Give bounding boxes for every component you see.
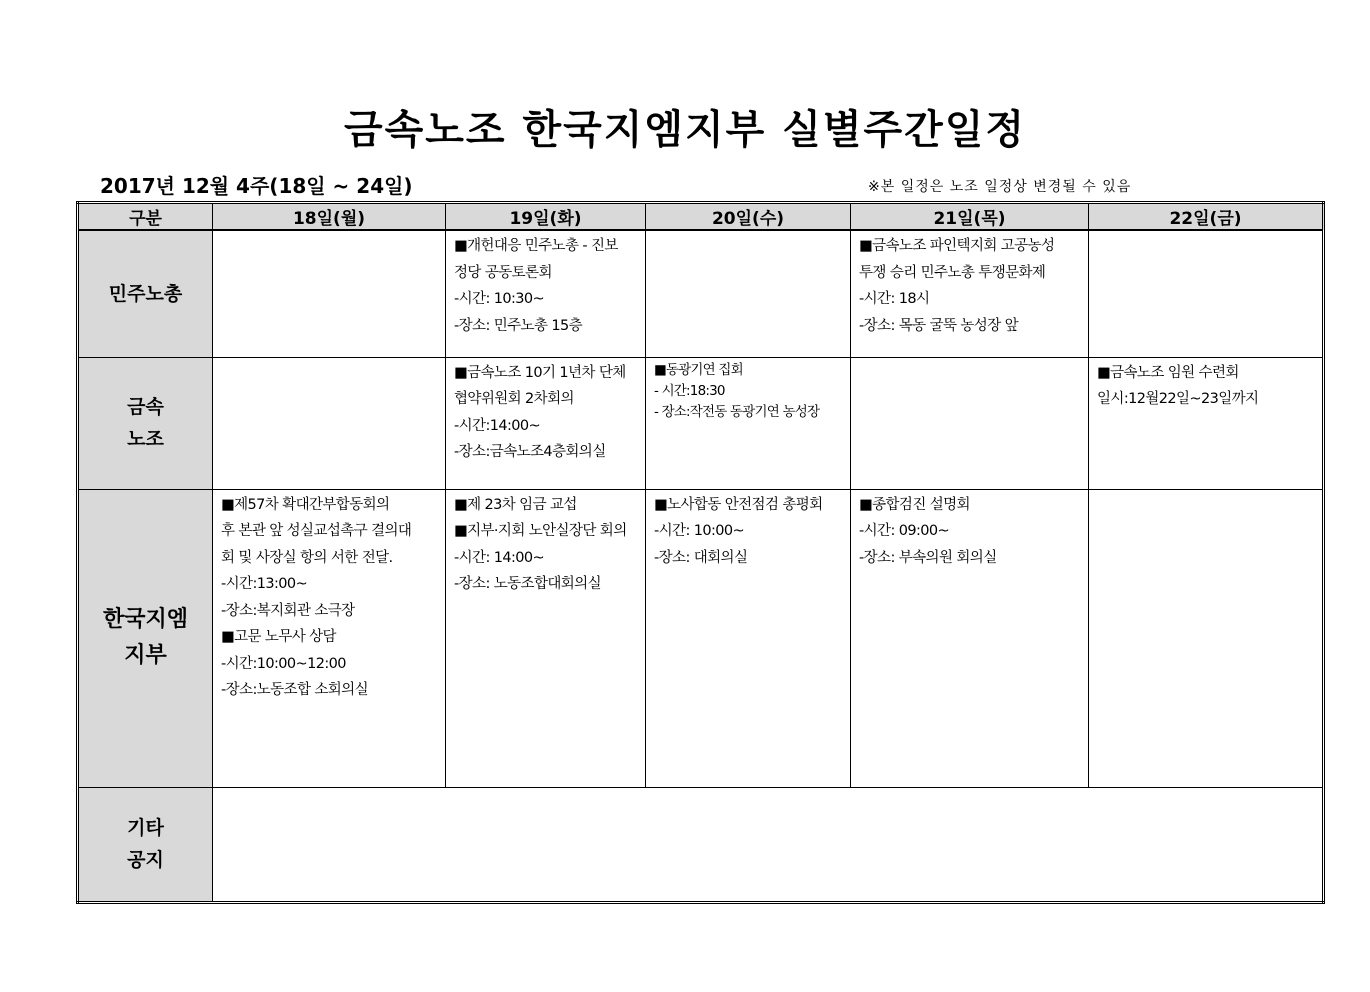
header-day-fri: 22일(금) [1089, 203, 1324, 231]
cell-kmwu-thu [851, 357, 1089, 489]
category-label: 민주노총 [108, 282, 183, 305]
row-kmwu [78, 357, 1324, 489]
header-category: 구분 [78, 203, 213, 231]
event-time: -시간: 18시 [859, 291, 930, 307]
event-line: ■동광기연 집회 [654, 361, 743, 378]
event-place: -장소:복지회관 소극장 [221, 602, 355, 619]
cell-gmk-mon [213, 489, 446, 787]
event-place: - 장소:작전동 동광기연 농성장 [654, 403, 820, 420]
event-place: -장소: 대회의실 [654, 549, 748, 566]
page-title: 금속노조 한국지엠지부 실별주간일정 [343, 107, 1027, 153]
header-row [78, 203, 1324, 231]
event-date: 일시:12월22일~23일까지 [1097, 391, 1259, 407]
category-gmk [78, 489, 213, 787]
cell-kmwu-mon [213, 357, 446, 489]
event-time: -시간:14:00~ [454, 417, 541, 434]
event-time: -시간: 09:00~ [859, 523, 950, 539]
cell-kmwu-wed [646, 357, 851, 489]
cell-kctu-wed [646, 230, 851, 357]
event-line: ■지부·지회 노안실장단 회의 [454, 523, 627, 539]
event-line: ■제 23차 임금 교섭 [454, 496, 577, 513]
event-time: - 시간:18:30 [654, 382, 725, 399]
header-day-tue: 19일(화) [446, 203, 646, 231]
event-time: -시간: 14:00~ [454, 549, 545, 566]
category-label: 기타 [127, 817, 164, 839]
event-place: -장소: 부속의원 회의실 [859, 549, 997, 566]
event-time: -시간: 10:00~ [654, 523, 745, 539]
category-other-notice [78, 787, 213, 902]
event-line: 투쟁 승리 민주노총 투쟁문화제 [859, 264, 1046, 281]
event-line: ■금속노조 10기 1년차 단체 [454, 364, 626, 381]
cell-gmk-wed [646, 489, 851, 787]
cell-kctu-thu [851, 230, 1089, 357]
category-label: 지부 [124, 643, 167, 668]
cell-kctu-tue [446, 230, 646, 357]
row-other-notice [78, 787, 1324, 902]
category-label: 노조 [127, 428, 164, 450]
category-kctu [78, 230, 213, 357]
event-place: -장소: 민주노총 15층 [454, 317, 583, 334]
header-day-thu: 21일(목) [851, 203, 1089, 231]
cell-gmk-tue [446, 489, 646, 787]
cell-gmk-thu [851, 489, 1089, 787]
event-time: -시간:10:00~12:00 [221, 655, 346, 672]
weekly-schedule-table [76, 201, 1325, 904]
cell-kmwu-fri [1089, 357, 1324, 489]
event-line: ■고문 노무사 상담 [221, 629, 336, 645]
cell-other-notice [213, 787, 1324, 902]
event-line: ■노사합동 안전점검 총평회 [654, 496, 823, 513]
event-place: -장소: 목동 굴뚝 농성장 앞 [859, 317, 1019, 334]
row-gmk [78, 489, 1324, 787]
event-line: ■금속노조 임원 수련회 [1097, 364, 1239, 381]
header-day-mon: 18일(월) [213, 203, 446, 231]
event-place: -장소: 노동조합대회의실 [454, 576, 601, 592]
event-line: 후 본관 앞 성실교섭촉구 결의대 [221, 523, 412, 539]
cell-kmwu-tue [446, 357, 646, 489]
category-label: 한국지엠 [102, 607, 188, 632]
cell-kctu-fri [1089, 230, 1324, 357]
event-line: ■제57차 확대간부합동회의 [221, 496, 390, 513]
event-line: 정당 공동토론회 [454, 264, 552, 281]
event-place: -장소:노동조합 소회의실 [221, 682, 368, 698]
category-kmwu [78, 357, 213, 489]
event-line: 협약위원회 2차회의 [454, 391, 574, 407]
cell-gmk-fri [1089, 489, 1324, 787]
row-kctu [78, 230, 1324, 357]
event-line: ■금속노조 파인텍지회 고공농성 [859, 238, 1055, 254]
event-place: -장소:금속노조4층회의실 [454, 444, 606, 460]
event-time: -시간:13:00~ [221, 576, 308, 592]
cell-kctu-mon [213, 230, 446, 357]
event-line: ■종합검진 설명회 [859, 496, 970, 513]
category-label: 공지 [127, 849, 164, 871]
event-line: 회 및 사장실 항의 서한 전달. [221, 549, 393, 566]
header-day-wed: 20일(수) [646, 203, 851, 231]
schedule-period: 2017년 12월 4주(18일 ~ 24일) [100, 174, 413, 198]
change-notice: ※본 일정은 노조 일정상 변경될 수 있음 [868, 179, 1132, 195]
event-line: ■개헌대응 민주노총 - 진보 [454, 238, 618, 254]
category-label: 금속 [127, 396, 164, 418]
event-time: -시간: 10:30~ [454, 291, 545, 307]
